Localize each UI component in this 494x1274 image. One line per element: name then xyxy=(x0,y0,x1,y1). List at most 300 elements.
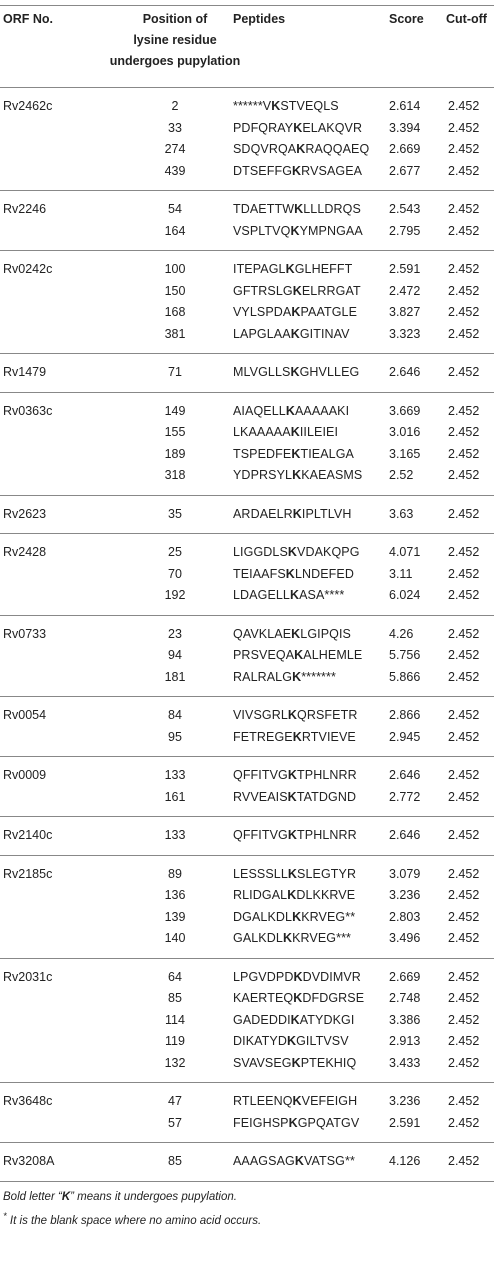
lysine-position: 164 xyxy=(164,223,186,238)
pupylated-lysine: K xyxy=(287,708,298,722)
divider xyxy=(0,392,494,393)
table-header xyxy=(0,0,494,82)
table-row xyxy=(0,1010,494,1032)
cutoff-value: 2.452 xyxy=(448,223,480,238)
orf-number: Rv3648c xyxy=(3,1094,53,1108)
score-value: 2.591 xyxy=(389,1115,421,1130)
pupylated-lysine: K xyxy=(286,1034,297,1048)
peptide-suffix: YMPNGAA xyxy=(299,223,363,238)
peptide-prefix: MLVGLLS xyxy=(233,365,291,379)
peptide-suffix: IILEIEI xyxy=(299,425,339,439)
table-row xyxy=(0,705,494,727)
peptide-prefix: FEIGHSP xyxy=(233,1115,289,1130)
cutoff-value: 2.452 xyxy=(448,991,480,1005)
header-orf: ORF No. xyxy=(3,12,53,26)
peptide-sequence xyxy=(233,907,355,929)
peptide-suffix: DFDGRSE xyxy=(302,991,365,1005)
pupylated-lysine: K xyxy=(294,1154,304,1168)
score-value: 2.795 xyxy=(389,223,421,238)
table-row xyxy=(0,907,494,929)
pupylated-lysine: K xyxy=(293,969,303,984)
orf-group xyxy=(0,504,494,526)
lysine-position: 95 xyxy=(168,729,182,744)
score-value: 3.11 xyxy=(389,566,413,581)
lysine-position: 274 xyxy=(164,142,186,156)
lysine-position: 2 xyxy=(171,99,179,113)
peptide-prefix: PDFQRAY xyxy=(233,120,294,135)
cutoff-value: 2.452 xyxy=(448,789,480,804)
footnote-asterisk: * It is the blank space where no amino acid occurs. xyxy=(3,1210,262,1227)
peptide-sequence xyxy=(233,504,351,526)
table-row xyxy=(0,362,494,384)
peptide-suffix: VDAKQPG xyxy=(297,545,360,559)
pupylated-lysine: K xyxy=(294,202,304,216)
lysine-position: 149 xyxy=(164,403,186,418)
lysine-position: 33 xyxy=(168,120,182,135)
score-value: 4.26 xyxy=(389,626,414,641)
orf-group xyxy=(0,401,494,487)
score-value: 2.472 xyxy=(389,283,421,298)
pupylated-lysine: K xyxy=(291,1055,301,1070)
peptide-prefix: TEIAAFS xyxy=(233,566,286,581)
lysine-position: 139 xyxy=(164,909,186,924)
peptide-sequence xyxy=(233,161,362,183)
lysine-position: 25 xyxy=(168,545,182,559)
orf-group xyxy=(0,96,494,182)
lysine-position: 132 xyxy=(164,1055,186,1070)
lysine-position: 181 xyxy=(164,669,186,684)
table-row xyxy=(0,302,494,324)
peptide-suffix: TATDGND xyxy=(296,789,357,804)
cutoff-value: 2.452 xyxy=(448,326,480,341)
header-position-line3: undergoes pupylation xyxy=(109,54,241,68)
peptide-prefix: SVAVSEG xyxy=(233,1055,292,1070)
peptide-suffix: SLEGTYR xyxy=(297,866,357,881)
table-row xyxy=(0,825,494,847)
peptide-sequence xyxy=(233,585,344,607)
table-row xyxy=(0,585,494,607)
cutoff-value: 2.452 xyxy=(448,1115,480,1130)
lysine-position: 136 xyxy=(164,888,186,902)
footnote-bold: Bold letter “K” means it undergoes pupylation. xyxy=(3,1190,237,1203)
peptide-sequence xyxy=(233,281,361,303)
pupylated-lysine: K xyxy=(289,588,300,602)
peptide-prefix: TDAETTW xyxy=(233,202,295,216)
score-value: 5.866 xyxy=(389,669,421,684)
pupylated-lysine: K xyxy=(285,566,295,581)
peptide-prefix: YDPRSYL xyxy=(233,468,293,482)
pupylated-lysine: K xyxy=(292,909,302,924)
orf-group xyxy=(0,705,494,748)
pupylated-lysine: K xyxy=(293,120,303,135)
score-value: 2.677 xyxy=(389,163,421,178)
peptide-prefix: AIAQELL xyxy=(233,403,286,418)
score-value: 3.496 xyxy=(389,931,421,945)
score-value: 3.394 xyxy=(389,120,421,135)
peptide-suffix: QRSFETR xyxy=(297,708,358,722)
orf-group xyxy=(0,259,494,345)
peptide-suffix: TPHLNRR xyxy=(297,828,357,842)
peptide-prefix: FETREGE xyxy=(233,729,293,744)
peptide-prefix: ITEPAGL xyxy=(233,262,286,276)
lysine-position: 57 xyxy=(168,1115,182,1130)
score-value: 2.614 xyxy=(389,99,421,113)
cutoff-value: 2.452 xyxy=(448,648,480,662)
divider xyxy=(0,250,494,251)
table-row xyxy=(0,1091,494,1113)
table-row xyxy=(0,988,494,1010)
pupylated-lysine: K xyxy=(287,888,297,902)
pupylated-lysine: K xyxy=(285,403,295,418)
table-row xyxy=(0,118,494,140)
peptide-prefix: LIGGDLS xyxy=(233,545,288,559)
peptide-suffix: ATYDKGI xyxy=(299,1012,355,1027)
peptide-sequence xyxy=(233,1031,349,1053)
orf-number: Rv0733 xyxy=(3,626,47,641)
divider xyxy=(0,190,494,191)
peptide-prefix: ******V xyxy=(233,99,272,113)
pupylated-lysine: K xyxy=(290,223,300,238)
cutoff-value: 2.452 xyxy=(448,969,480,984)
peptide-suffix: LNDEFED xyxy=(294,566,354,581)
cutoff-value: 2.452 xyxy=(448,99,480,113)
peptide-prefix: LPGVDPD xyxy=(233,969,294,984)
peptide-suffix: TIEALGA xyxy=(300,446,354,461)
cutoff-value: 2.452 xyxy=(448,708,480,722)
lysine-position: 155 xyxy=(164,425,186,439)
table-row xyxy=(0,444,494,466)
peptide-suffix: RAQQAEQ xyxy=(305,142,370,156)
score-value: 2.913 xyxy=(389,1034,421,1048)
peptide-sequence xyxy=(233,199,361,221)
table-row xyxy=(0,787,494,809)
peptide-suffix: VEFEIGH xyxy=(301,1094,358,1108)
peptide-sequence xyxy=(233,465,362,487)
score-value: 2.669 xyxy=(389,142,421,156)
table-row xyxy=(0,221,494,243)
divider xyxy=(0,1181,494,1183)
lysine-position: 161 xyxy=(164,789,186,804)
orf-group xyxy=(0,199,494,242)
peptide-prefix: LESSSLL xyxy=(233,866,288,881)
table-row xyxy=(0,564,494,586)
table-row xyxy=(0,422,494,444)
peptide-sequence xyxy=(233,1053,356,1075)
pupylated-lysine: K xyxy=(294,648,304,662)
peptide-sequence xyxy=(233,787,356,809)
cutoff-value: 2.452 xyxy=(448,142,480,156)
lysine-position: 192 xyxy=(164,588,186,602)
divider xyxy=(0,87,494,88)
table-row xyxy=(0,928,494,950)
lysine-position: 439 xyxy=(164,163,186,178)
peptide-sequence xyxy=(233,302,357,324)
score-value: 3.827 xyxy=(389,305,421,319)
table-row xyxy=(0,765,494,787)
peptide-prefix: VIVSGRL xyxy=(233,708,288,722)
peptide-sequence xyxy=(233,765,357,787)
header-score: Score xyxy=(389,12,424,26)
cutoff-value: 2.452 xyxy=(448,545,480,559)
lysine-position: 23 xyxy=(168,626,182,641)
cutoff-value: 2.452 xyxy=(448,828,480,842)
divider xyxy=(0,816,494,817)
orf-group xyxy=(0,765,494,808)
peptide-prefix: LAPGLAA xyxy=(233,326,291,341)
orf-group xyxy=(0,1091,494,1134)
score-value: 2.866 xyxy=(389,708,421,722)
cutoff-value: 2.452 xyxy=(448,931,480,945)
peptide-suffix: TPHLNRR xyxy=(297,768,357,782)
peptide-prefix: RALRALG xyxy=(233,669,293,684)
score-value: 6.024 xyxy=(389,588,421,602)
peptide-suffix: PAATGLE xyxy=(300,305,358,319)
pupylated-lysine: K xyxy=(271,99,281,113)
header-peptides: Peptides xyxy=(233,12,286,26)
divider xyxy=(0,756,494,757)
orf-group xyxy=(0,967,494,1075)
cutoff-value: 2.452 xyxy=(448,365,480,379)
orf-group xyxy=(0,542,494,607)
pupylated-lysine: K xyxy=(292,729,302,744)
peptide-sequence xyxy=(233,624,351,646)
peptide-prefix: DGALKDL xyxy=(233,909,293,924)
peptide-sequence xyxy=(233,564,354,586)
score-value: 2.669 xyxy=(389,969,421,984)
lysine-position: 189 xyxy=(164,446,186,461)
orf-group xyxy=(0,1151,494,1173)
cutoff-value: 2.452 xyxy=(448,1034,480,1048)
orf-number: Rv0242c xyxy=(3,262,53,276)
score-value: 3.63 xyxy=(389,506,414,521)
orf-number: Rv2623 xyxy=(3,506,47,521)
peptide-sequence xyxy=(233,928,351,950)
peptide-prefix: AAAGSAG xyxy=(233,1154,295,1168)
score-value: 2.748 xyxy=(389,991,421,1005)
orf-number: Rv0363c xyxy=(3,403,53,418)
peptide-sequence xyxy=(233,667,336,689)
score-value: 2.52 xyxy=(389,468,414,482)
table-row xyxy=(0,667,494,689)
peptide-sequence xyxy=(233,422,338,444)
orf-number: Rv2246 xyxy=(3,202,47,216)
cutoff-value: 2.452 xyxy=(448,202,480,216)
peptide-suffix: RTVIEVE xyxy=(301,729,356,744)
score-value: 3.016 xyxy=(389,425,421,439)
cutoff-value: 2.452 xyxy=(448,888,480,902)
peptide-sequence xyxy=(233,727,356,749)
lysine-position: 85 xyxy=(168,991,182,1005)
table-row xyxy=(0,324,494,346)
cutoff-value: 2.452 xyxy=(448,425,480,439)
peptide-sequence xyxy=(233,1113,359,1135)
table-row xyxy=(0,645,494,667)
orf-group xyxy=(0,825,494,847)
score-value: 2.646 xyxy=(389,768,421,782)
header-position-line1: Position of xyxy=(142,12,208,26)
peptide-sequence xyxy=(233,362,359,384)
divider xyxy=(0,5,494,6)
cutoff-value: 2.452 xyxy=(448,446,480,461)
score-value: 2.543 xyxy=(389,202,421,216)
lysine-position: 35 xyxy=(168,506,182,521)
cutoff-value: 2.452 xyxy=(448,262,480,276)
table-row xyxy=(0,1053,494,1075)
peptide-prefix: LKAAAAA xyxy=(233,425,291,439)
peptide-prefix: ARDAELR xyxy=(233,506,293,521)
peptide-sequence xyxy=(233,259,352,281)
pupylated-lysine: K xyxy=(290,365,300,379)
pupylated-lysine: K xyxy=(291,305,301,319)
peptide-sequence xyxy=(233,825,357,847)
peptide-suffix: AAAAAKI xyxy=(294,403,350,418)
table-row xyxy=(0,1151,494,1173)
cutoff-value: 2.452 xyxy=(448,468,480,482)
cutoff-value: 2.452 xyxy=(448,163,480,178)
score-value: 3.236 xyxy=(389,1094,421,1108)
cutoff-value: 2.452 xyxy=(448,305,480,319)
peptide-suffix: GPQATGV xyxy=(297,1115,360,1130)
table-row xyxy=(0,281,494,303)
peptide-prefix: QAVKLAE xyxy=(233,626,292,641)
peptide-suffix: VATSG** xyxy=(303,1154,355,1168)
peptide-sequence xyxy=(233,1010,354,1032)
cutoff-value: 2.452 xyxy=(448,283,480,298)
cutoff-value: 2.452 xyxy=(448,626,480,641)
lysine-position: 114 xyxy=(165,1012,185,1027)
peptide-suffix: KAEASMS xyxy=(301,468,363,482)
lysine-position: 64 xyxy=(168,969,182,984)
divider xyxy=(0,1082,494,1083)
peptide-sequence xyxy=(233,705,357,727)
peptide-suffix: KRVEG*** xyxy=(292,931,352,945)
score-value: 3.236 xyxy=(389,888,421,902)
lysine-position: 318 xyxy=(164,468,186,482)
table-row xyxy=(0,727,494,749)
peptide-suffix: ******* xyxy=(301,669,336,684)
pupylated-lysine: K xyxy=(292,1094,302,1108)
divider xyxy=(0,533,494,534)
peptide-sequence xyxy=(233,885,355,907)
pupylated-lysine: K xyxy=(292,283,302,298)
score-value: 4.071 xyxy=(389,545,421,559)
pupylated-lysine: K xyxy=(290,1012,300,1027)
lysine-position: 85 xyxy=(168,1154,182,1168)
table-row xyxy=(0,401,494,423)
orf-number: Rv2185c xyxy=(3,866,53,881)
peptide-suffix: GLHEFFT xyxy=(294,262,353,276)
score-value: 4.126 xyxy=(389,1154,421,1168)
peptide-suffix: ELAKQVR xyxy=(302,120,363,135)
orf-number: Rv0054 xyxy=(3,708,47,722)
table-row xyxy=(0,504,494,526)
table-row xyxy=(0,1031,494,1053)
peptide-prefix: KAERTEQ xyxy=(233,991,294,1005)
lysine-position: 133 xyxy=(164,768,186,782)
cutoff-value: 2.452 xyxy=(448,1154,480,1168)
table-row xyxy=(0,199,494,221)
pupylated-lysine: K xyxy=(296,142,306,156)
orf-number: Rv2462c xyxy=(3,99,53,113)
score-value: 3.323 xyxy=(389,326,421,341)
orf-number: Rv2428 xyxy=(3,545,47,559)
orf-number: Rv0009 xyxy=(3,768,47,782)
orf-number: Rv2031c xyxy=(3,969,53,984)
score-value: 2.591 xyxy=(389,262,421,276)
peptide-suffix: DVDIMVR xyxy=(302,969,361,984)
score-value: 3.386 xyxy=(389,1012,421,1027)
orf-group xyxy=(0,864,494,950)
score-value: 2.772 xyxy=(389,789,421,804)
lysine-position: 381 xyxy=(164,326,186,341)
table-row xyxy=(0,542,494,564)
pupylated-lysine: K xyxy=(287,866,298,881)
peptide-prefix: RTLEENQ xyxy=(233,1094,293,1108)
peptide-prefix: GADEDDI xyxy=(233,1012,291,1027)
cutoff-value: 2.452 xyxy=(448,588,480,602)
peptide-prefix: LDAGELL xyxy=(233,588,290,602)
cutoff-value: 2.452 xyxy=(448,1012,480,1027)
peptide-suffix: ALHEMLE xyxy=(303,648,363,662)
peptide-suffix: GITINAV xyxy=(299,326,350,341)
peptide-sequence xyxy=(233,645,362,667)
table-row xyxy=(0,967,494,989)
peptide-prefix: RLIDGAL xyxy=(233,888,288,902)
divider xyxy=(0,958,494,959)
table-row xyxy=(0,139,494,161)
pupylated-lysine: K xyxy=(290,425,300,439)
peptide-suffix: RVSAGEA xyxy=(301,163,363,178)
cutoff-value: 2.452 xyxy=(448,909,480,924)
peptide-sequence xyxy=(233,1091,357,1113)
peptide-sequence xyxy=(233,221,363,243)
cutoff-value: 2.452 xyxy=(448,403,480,418)
peptide-prefix: DIKATYD xyxy=(233,1034,287,1048)
pupylated-lysine: K xyxy=(290,326,300,341)
divider xyxy=(0,495,494,496)
pupylated-lysine: K xyxy=(287,545,298,559)
cutoff-value: 2.452 xyxy=(448,669,480,684)
pupylated-lysine: K xyxy=(282,931,293,945)
score-value: 2.945 xyxy=(389,729,421,744)
lysine-position: 70 xyxy=(168,566,182,581)
peptide-prefix: GFTRSLG xyxy=(233,283,293,298)
peptide-prefix: VYLSPDA xyxy=(233,305,292,319)
score-value: 3.079 xyxy=(389,866,421,881)
cutoff-value: 2.452 xyxy=(448,566,480,581)
table-row xyxy=(0,624,494,646)
header-cutoff: Cut-off xyxy=(446,12,487,26)
score-value: 3.433 xyxy=(389,1055,421,1070)
peptide-sequence xyxy=(233,988,364,1010)
pupylated-lysine: K xyxy=(287,768,298,782)
orf-number: Rv1479 xyxy=(3,365,47,379)
peptide-prefix: DTSEFFG xyxy=(233,163,293,178)
table-row xyxy=(0,1113,494,1135)
table-row xyxy=(0,96,494,118)
peptide-sequence xyxy=(233,967,361,989)
peptide-prefix: SDQVRQA xyxy=(233,142,297,156)
score-value: 3.669 xyxy=(389,403,421,418)
orf-group xyxy=(0,362,494,384)
pupylated-lysine: K xyxy=(285,262,295,276)
lysine-position: 119 xyxy=(165,1034,185,1048)
score-value: 2.646 xyxy=(389,828,421,842)
peptide-sequence xyxy=(233,139,369,161)
peptide-suffix: IPLTLVH xyxy=(301,506,352,521)
lysine-position: 94 xyxy=(168,648,182,662)
pupylated-lysine: K xyxy=(292,468,302,482)
